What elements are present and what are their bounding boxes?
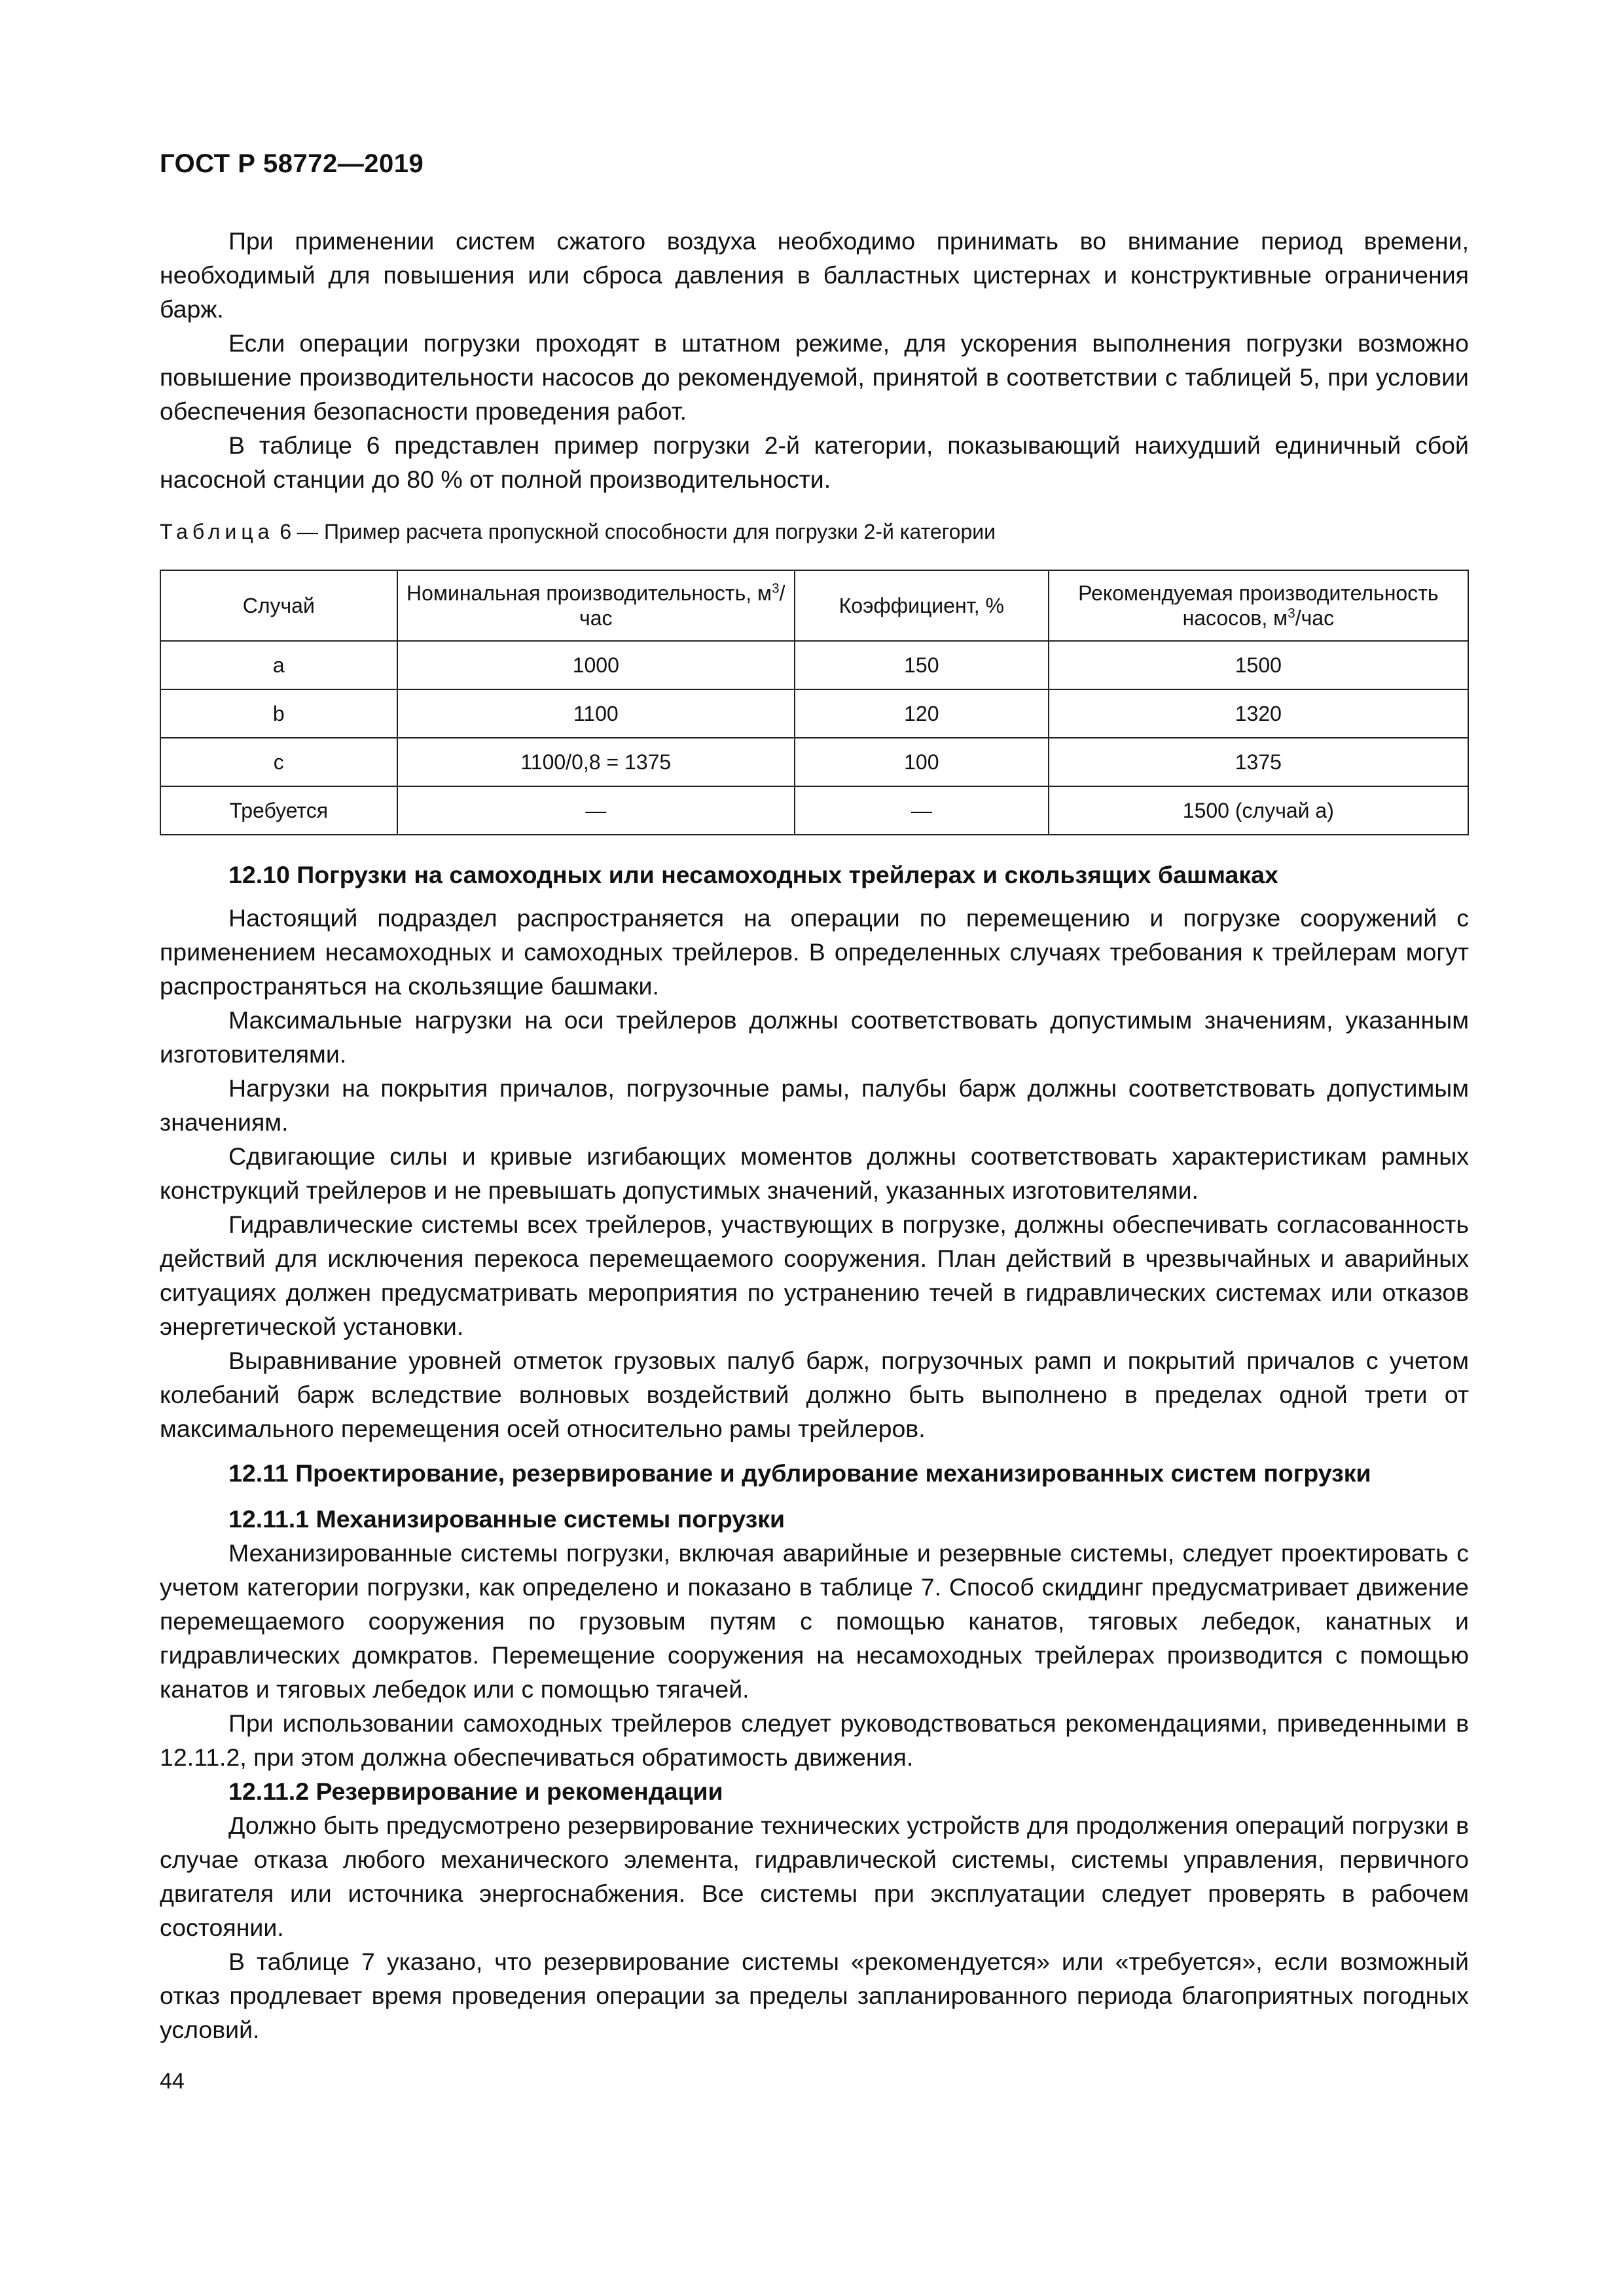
- paragraph: Механизированные системы погрузки, включая аварийные и резервные системы, следует проектировать с учетом категории погрузки, как определено и показано в таблице 7. Способ скиддинг предусматривает движение перемещаемого сооружения по грузовым путям с помощью канатов, тяговых лебедок, канатных и гидравлических домкратов. Перемещение сооружения на несамоходных трейлерах производится с помощью канатов и тяговых лебедок или с помощью тягачей.: [160, 1539, 1469, 1703]
- subsection-heading: 12.11.2 Резервирование и рекомендации: [228, 1777, 723, 1805]
- table-caption-label: Таблица: [160, 520, 274, 543]
- cell-nominal: 1100: [397, 689, 795, 738]
- cell-case: a: [160, 641, 397, 689]
- document-page: [160, 0, 1469, 2296]
- cell-coefficient: 150: [795, 641, 1049, 689]
- column-header-nominal: Номинальная производительность, $м^3$/час: [397, 570, 795, 641]
- paragraph: Выравнивание уровней отметок грузовых палуб барж, погрузочных рамп и покрытий причалов с учетом колебаний барж вследствие волновых воздействий должно быть выполнено в пределах одной трети от максимального перемещения осей относительно рамы трейлеров.: [160, 1347, 1469, 1442]
- cell-recommended: 1500: [1049, 641, 1468, 689]
- paragraph: Должно быть предусмотрено резервирование технических устройств для продолжения операций погрузки в случае отказа любого механического элемента, гидравлической системы, системы управления, первичного двигателя или источника энергоснабжения. Все системы при эксплуатации следует проверять в рабочем состоянии.: [160, 1812, 1469, 1941]
- section-12-11: [160, 1456, 1469, 2047]
- table-row: [160, 689, 1468, 738]
- paragraph: При использовании самоходных трейлеров следует руководствоваться рекомендациями, приведенными в 12.11.2, при этом должна обеспечиваться обратимость движения.: [160, 1709, 1469, 1771]
- table-row: [160, 641, 1468, 689]
- cell-case: c: [160, 738, 397, 786]
- cell-coefficient: 120: [795, 689, 1049, 738]
- table-6: [160, 570, 1469, 835]
- cell-nominal: 1100/0,8 = 1375: [397, 738, 795, 786]
- table-caption-text: 6 — Пример расчета пропускной способности для погрузки 2-й категории: [280, 520, 996, 543]
- cell-case: Требуется: [160, 786, 397, 835]
- column-header-case: Случай: [160, 570, 397, 641]
- cell-recommended: 1320: [1049, 689, 1468, 738]
- table-row: [160, 738, 1468, 786]
- section-heading: 12.11 Проектирование, резервирование и дублирование механизированных систем погрузки: [228, 1459, 1371, 1487]
- paragraph: В таблице 7 указано, что резервирование системы «рекомендуется» или «требуется», если возможный отказ продлевает время проведения операции за пределы запланированного периода благоприятных погодных условий.: [160, 1948, 1469, 2043]
- section-heading: 12.10 Погрузки на самоходных или несамоходных трейлерах и скользящих башмаках: [228, 861, 1278, 888]
- column-header-coefficient: Коэффициент, %: [795, 570, 1049, 641]
- cell-coefficient: 100: [795, 738, 1049, 786]
- subsection-heading: 12.11.1 Механизированные системы погрузки: [228, 1505, 785, 1533]
- cell-recommended: 1500 (случай а): [1049, 786, 1468, 835]
- paragraph: Гидравлические системы всех трейлеров, участвующих в погрузке, должны обеспечивать согласованность действий для исключения перекоса перемещаемого сооружения. План действий в чрезвычайных и аварийных ситуациях должен предусматривать мероприятия по устранению течей в гидравлических системах или отказов энергетической установки.: [160, 1211, 1469, 1340]
- paragraph: Сдвигающие силы и кривые изгибающих моментов должны соответствовать характеристикам рамных конструкций трейлеров и не превышать допустимых значений, указанных изготовителями.: [160, 1142, 1469, 1204]
- paragraph: Настоящий подраздел распространяется на операции по перемещению и погрузке сооружений с применением несамоходных и самоходных трейлеров. В определенных случаях требования к трейлерам могут распространяться на скользящие башмаки.: [160, 904, 1469, 1000]
- paragraph: В таблице 6 представлен пример погрузки 2-й категории, показывающий наихудший единичный сбой насосной станции до 80 % от полной производительности.: [160, 431, 1469, 493]
- section-12-10: [160, 858, 1469, 1446]
- intro-text: [160, 224, 1469, 496]
- cell-nominal: —: [397, 786, 795, 835]
- document-id: ГОСТ Р 58772—2019: [160, 149, 424, 178]
- column-header-recommended: Рекомендуемая производительность насосов, $м^3$/час: [1049, 570, 1468, 641]
- paragraph: Нагрузки на покрытия причалов, погрузочные рамы, палубы барж должны соответствовать допустимым значениям.: [160, 1074, 1469, 1136]
- cell-recommended: 1375: [1049, 738, 1468, 786]
- paragraph: При применении систем сжатого воздуха необходимо принимать во внимание период времени, необходимый для повышения или сброса давления в балластных цистернах и конструктивные ограничения барж.: [160, 227, 1469, 323]
- cell-case: b: [160, 689, 397, 738]
- table-caption: [160, 519, 996, 545]
- cell-nominal: 1000: [397, 641, 795, 689]
- table-header-row: [160, 570, 1468, 641]
- table-row: [160, 786, 1468, 835]
- paragraph: Если операции погрузки проходят в штатном режиме, для ускорения выполнения погрузки возможно повышение производительности насосов до рекомендуемой, принятой в соответствии с таблицей 5, при условии обеспечения безопасности проведения работ.: [160, 329, 1469, 425]
- page-number: 44: [160, 2069, 185, 2094]
- paragraph: Максимальные нагрузки на оси трейлеров должны соответствовать допустимым значениям, указанным изготовителями.: [160, 1006, 1469, 1068]
- cell-coefficient: —: [795, 786, 1049, 835]
